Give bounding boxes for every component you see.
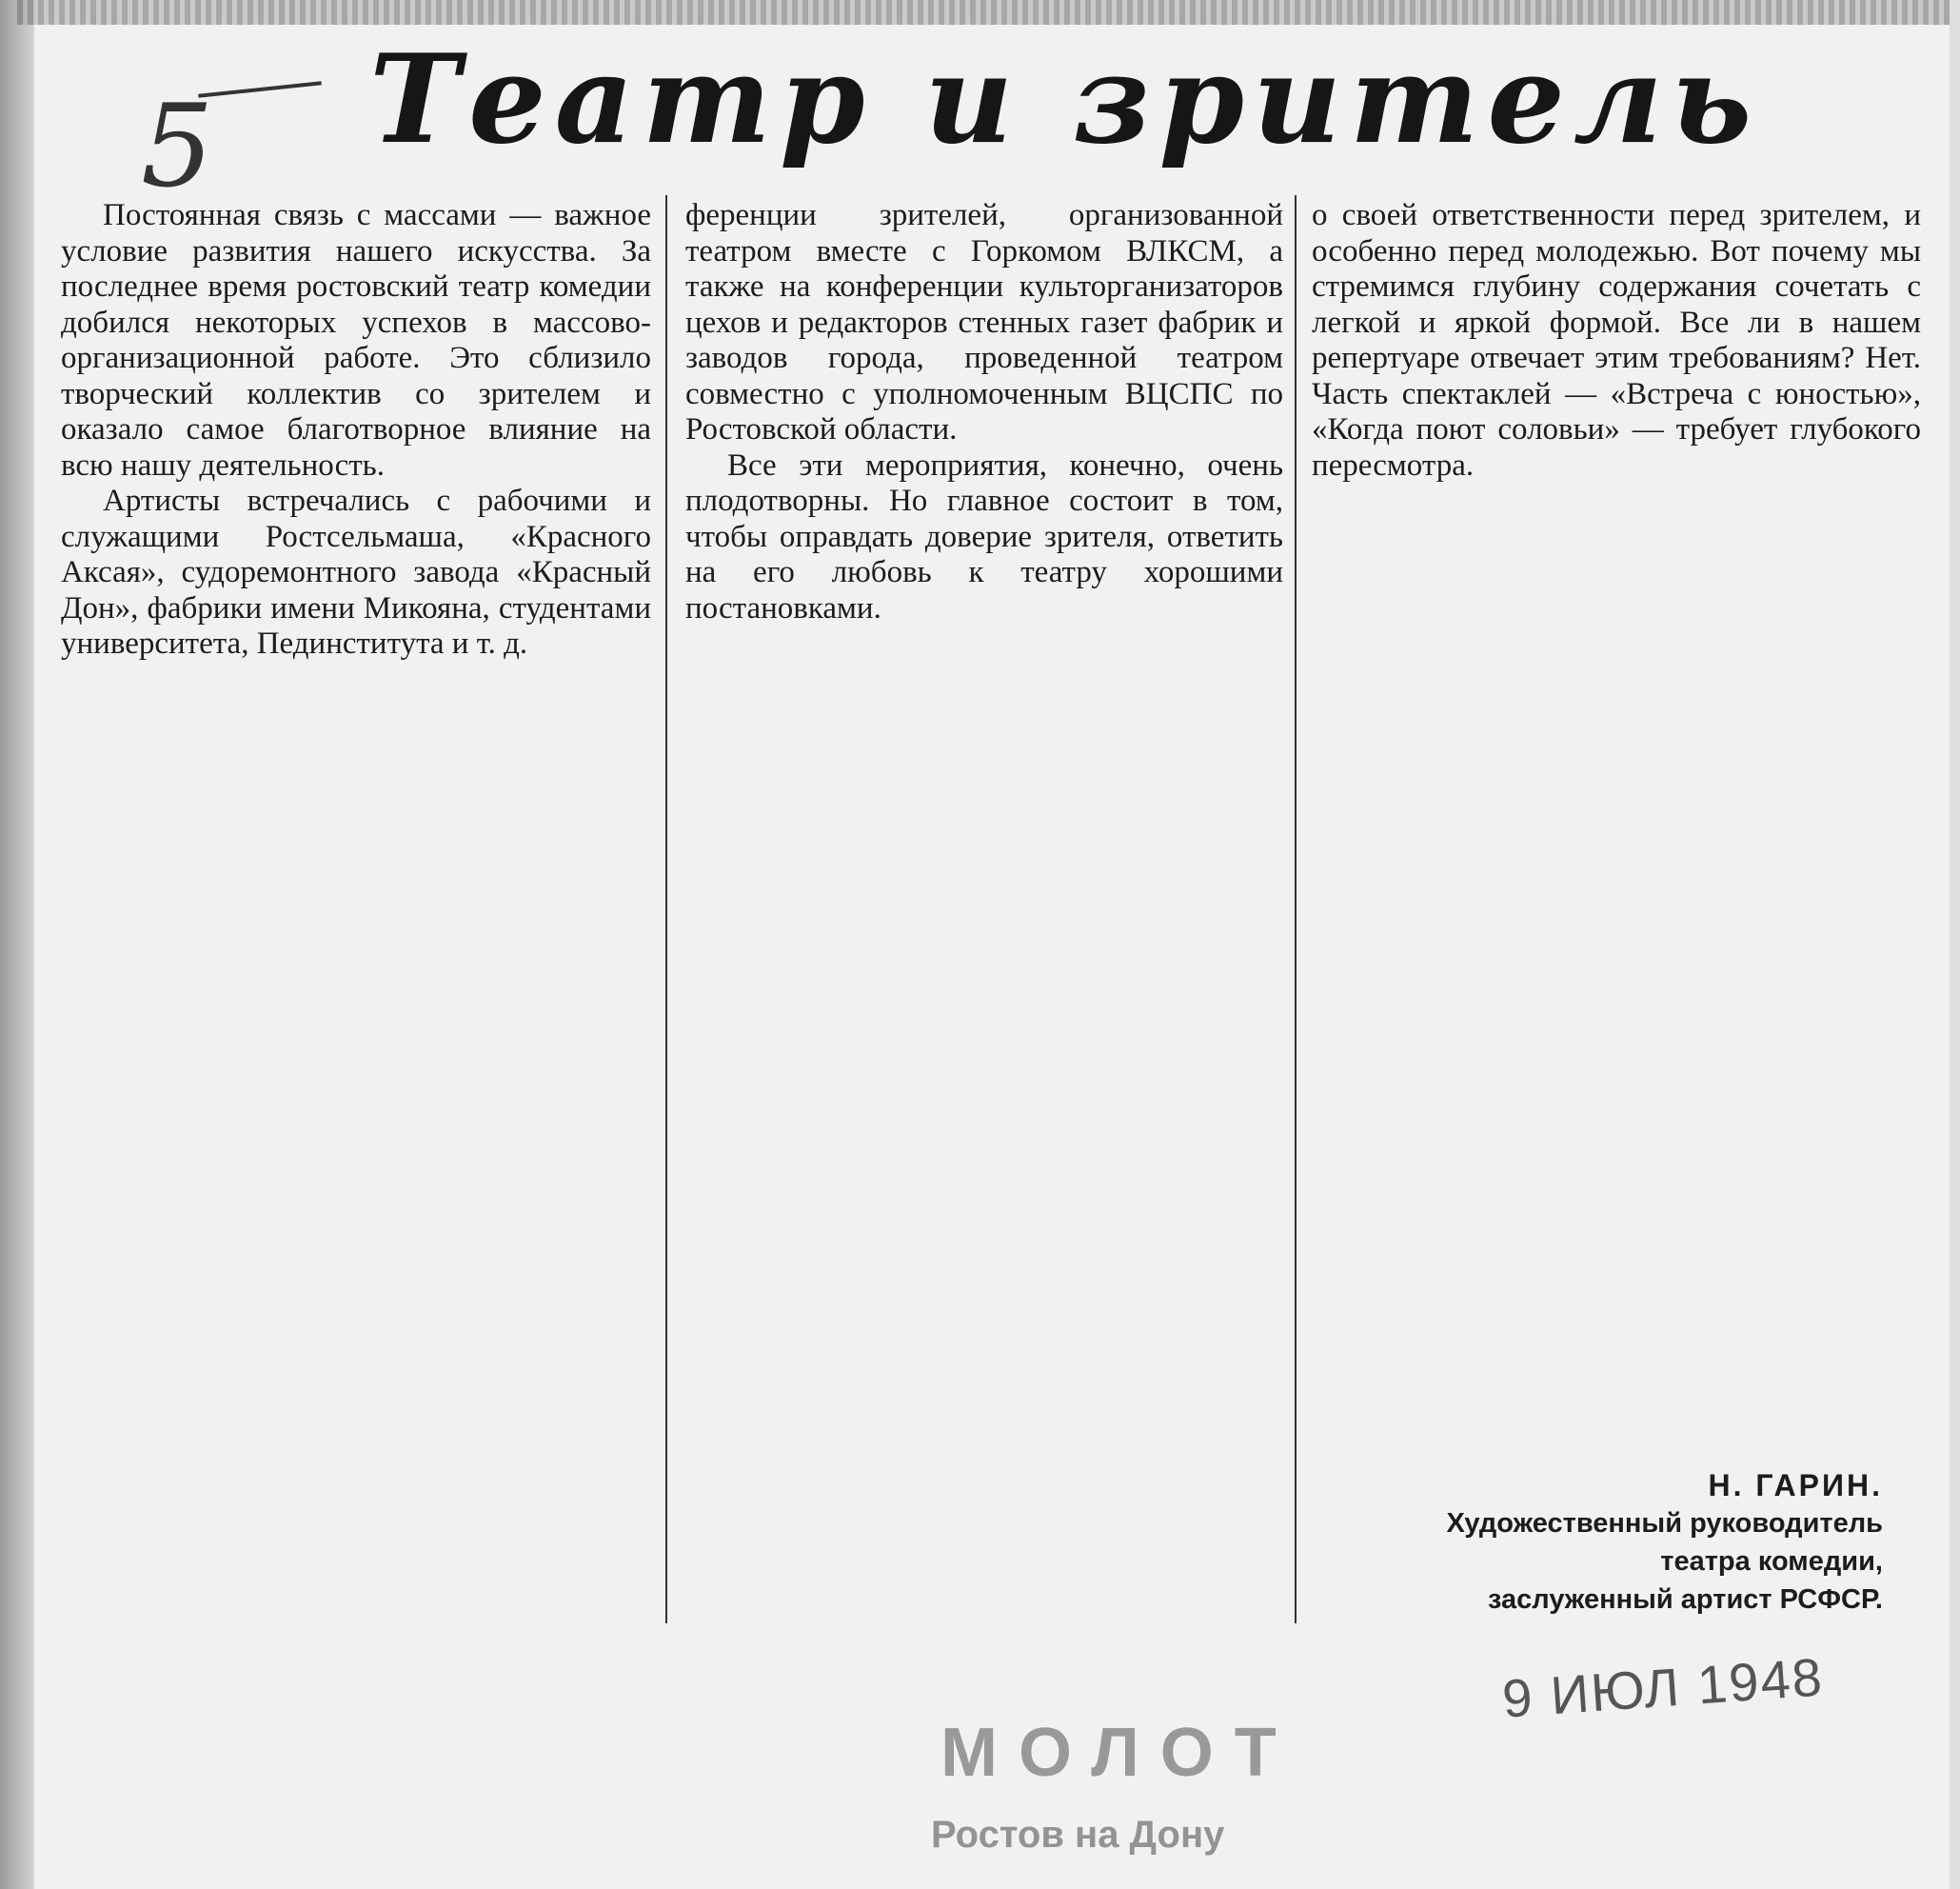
page-top-edge [17, 0, 1950, 25]
newspaper-clipping [17, 0, 1950, 1889]
signature-block [1446, 1466, 1883, 1619]
paragraph: Постоянная связь с массами — важное условие развития нашего искусства. За последнее время ростовский театр комедии добился некоторых успехов в массово-организационной работе. Это сблизило творческий коллектив со зрителем и оказало самое благотворное влияние на всю нашу деятельность. [61, 198, 651, 483]
page-left-edge [0, 0, 34, 1889]
paragraph: Артисты встречались с рабочими и служащими Ростсельмаша, «Красного Аксая», судоремонтного завода «Красный Дон», фабрики имени Микояна, студентами университета, Пединститута и т. д. [61, 484, 651, 661]
handwritten-number: 5 [141, 81, 214, 213]
city-stamp: Ростов на Дону [931, 1814, 1225, 1856]
newspaper-stamp: МОЛОТ [940, 1715, 1297, 1791]
date-stamp: 9 ИЮЛ 1948 [1500, 1646, 1826, 1729]
column-rule [1295, 195, 1297, 1623]
author-theatre: театра комедии, [1660, 1546, 1883, 1577]
handwritten-stroke [198, 81, 322, 98]
author-name: Н. ГАРИН. [1708, 1468, 1883, 1502]
column-3 [1312, 198, 1921, 484]
column-2 [685, 198, 1283, 626]
headline: Театр и зритель [369, 29, 1760, 171]
paragraph: о своей ответственности перед зрителем, и особенно перед молодежью. Вот почему мы стремимся глубину содержания сочетать с легкой и яркой формой. Все ли в нашем репертуаре отвечает этим требованиям? Нет. Часть спектаклей — «Встреча с юностью», «Когда поют соловьи» — требует глубокого пересмотра. [1312, 198, 1921, 483]
column-1 [61, 198, 651, 663]
paragraph: ференции зрителей, организованной театром вместе с Горкомом ВЛКСМ, а также на конференции культорганизаторов цехов и редакторов стенных газет фабрик и заводов города, проведенной театром совместно с уполномоченным ВЦСПС по Ростовской области. [685, 198, 1283, 447]
author-title: Художественный руководитель [1446, 1508, 1883, 1539]
paragraph: Все эти мероприятия, конечно, очень плодотворны. Но главное состоит в том, чтобы оправдать доверие зрителя, ответить на его любовь к театру хорошими постановками. [685, 447, 1283, 626]
author-honor: заслуженный артист РСФСР. [1488, 1584, 1883, 1615]
column-rule [665, 195, 667, 1623]
